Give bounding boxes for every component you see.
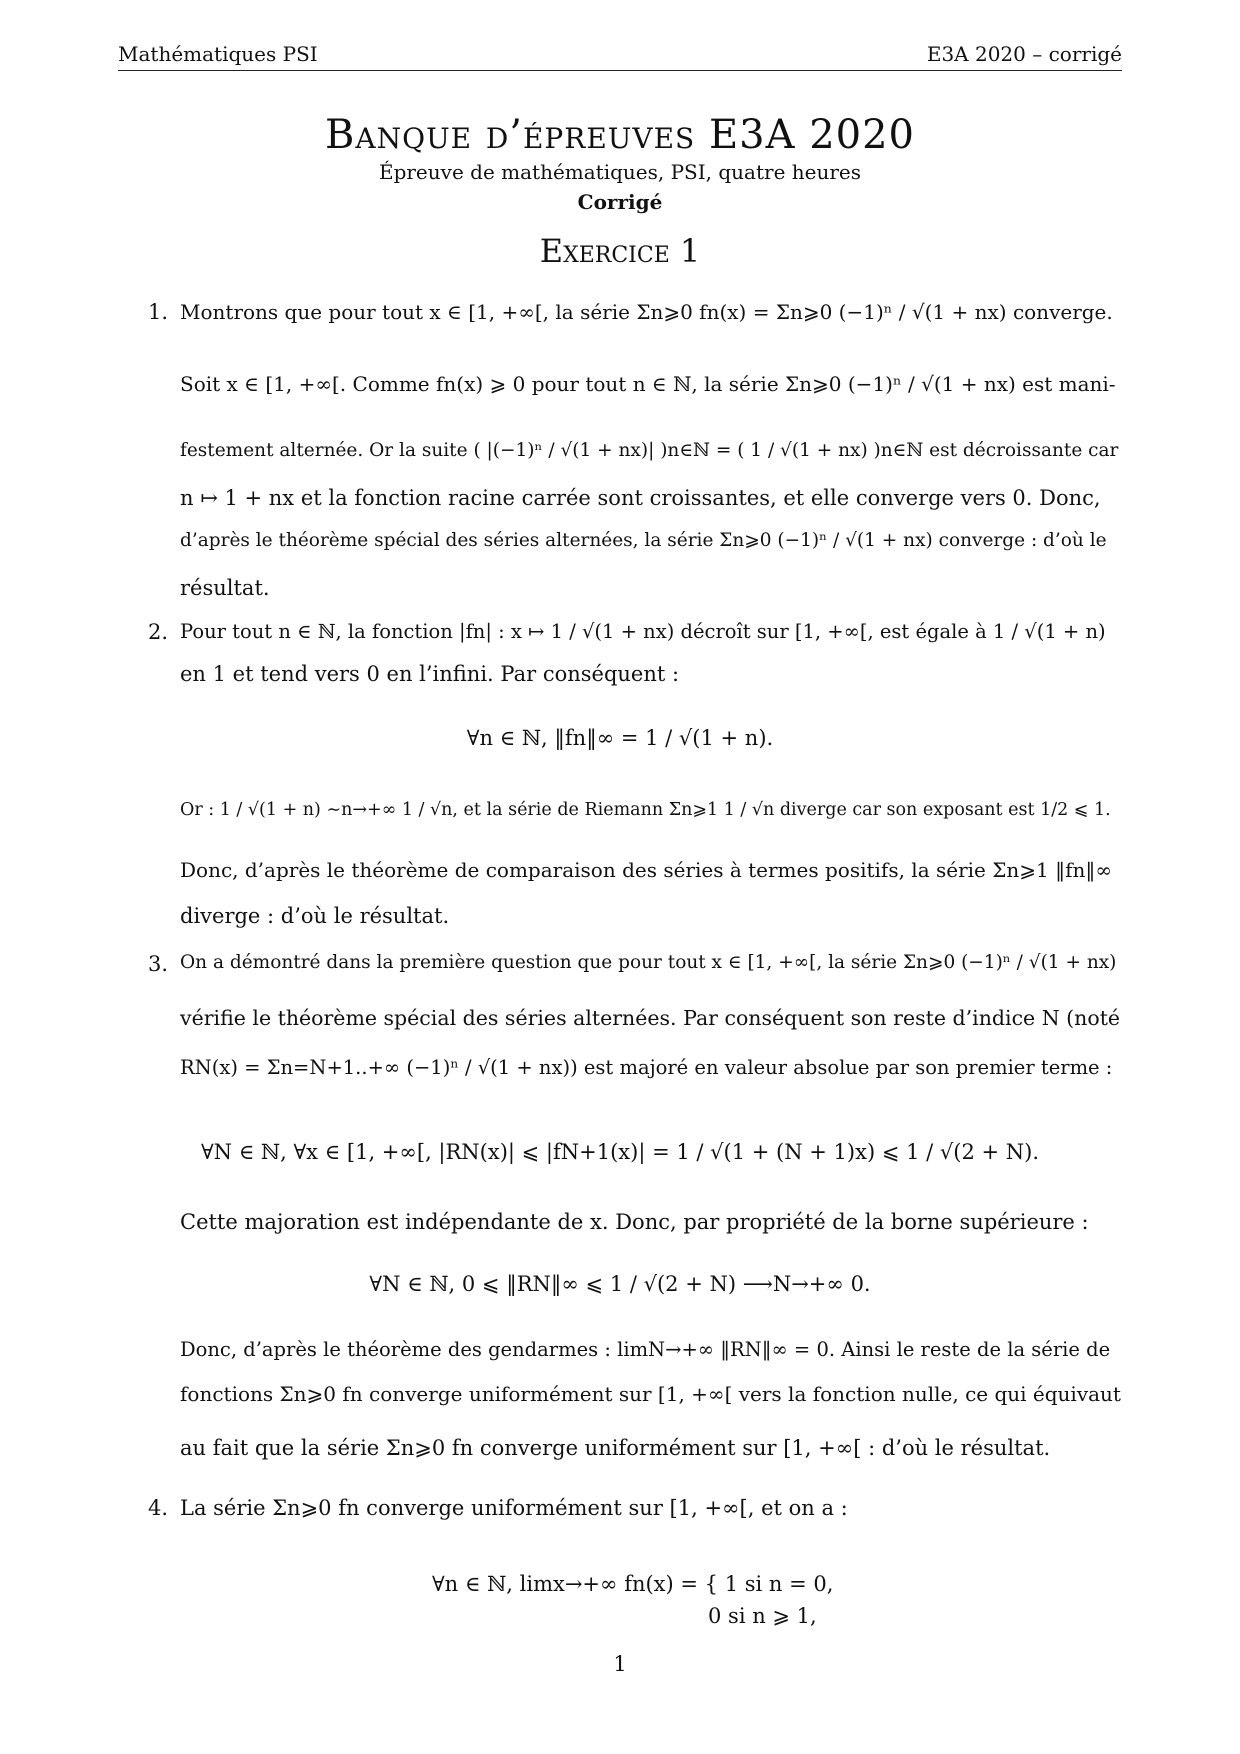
corrige-label: Corrigé [577,190,663,214]
q1-line-6: résultat. [180,576,270,600]
q3-line-6: fonctions Σn⩾0 fn converge uniformément sur [1, +∞[ vers la fonction nulle, ce qui équivaut [180,1382,1121,1406]
header-right: E3A 2020 – corrigé [926,42,1122,66]
q3-line-7: au fait que la série Σn⩾0 fn converge uniformément sur [1, +∞[ : d’où le résultat. [180,1436,1051,1460]
q3-line-5: Donc, d’après le théorème des gendarmes : limN→+∞ ‖RN‖∞ = 0. Ainsi le reste de la série de [180,1338,1111,1361]
q1-line-3: festement alternée. Or la suite ( |(−1)ⁿ / √(1 + nx)| )n∈ℕ = ( 1 / √(1 + nx) )n∈ℕ est décroissante car [180,440,1119,461]
running-header [118,42,1122,71]
q1-line-4: n ↦ 1 + nx et la fonction racine carrée sont croissantes, et elle converge vers 0. Donc, [180,486,1101,510]
document-subtitle: Épreuve de mathématiques, PSI, quatre heures [378,160,862,184]
q1-line-2: Soit x ∈ [1, +∞[. Comme fn(x) ⩾ 0 pour tout n ∈ ℕ, la série Σn⩾0 (−1)ⁿ / √(1 + nx) est mani- [180,372,1116,396]
q3-line-2: vérifie le théorème spécial des séries alternées. Par conséquent son reste d’indice N (noté [180,1006,1121,1030]
header-left: Mathématiques PSI [118,42,318,66]
q2-line-2: en 1 et tend vers 0 en l’infini. Par conséquent : [180,662,680,686]
q2-number: 2. [148,620,169,644]
q4-number: 4. [148,1496,169,1520]
q3-line-1: On a démontré dans la première question que pour tout x ∈ [1, +∞[, la série Σn⩾0 (−1)ⁿ / √(1 + nx) [180,952,1117,973]
q2-line-5: diverge : d’où le résultat. [180,904,450,928]
exercise-heading: Exercice 1 [539,232,701,270]
q2-line-1: Pour tout n ∈ ℕ, la fonction |fn| : x ↦ 1 / √(1 + nx) décroît sur [1, +∞[, est égale à 1 / √(1 + n) [180,620,1106,643]
q1-number: 1. [148,300,169,324]
q3-number: 3. [148,952,169,976]
document-title: Banque d’épreuves E3A 2020 [325,112,915,158]
q4-equation-case-2: 0 si n ⩾ 1, [708,1604,817,1628]
q1-line-5: d’après le théorème spécial des séries alternées, la série Σn⩾0 (−1)ⁿ / √(1 + nx) converge : d’où le [180,530,1107,551]
q1-line-1: Montrons que pour tout x ∈ [1, +∞[, la série Σn⩾0 fn(x) = Σn⩾0 (−1)ⁿ / √(1 + nx) converge. [180,300,1113,324]
q4-equation-case-1: ∀n ∈ ℕ, limx→+∞ fn(x) = { 1 si n = 0, [432,1572,834,1596]
q2-equation: ∀n ∈ ℕ, ‖fn‖∞ = 1 / √(1 + n). [466,726,774,750]
page-number: 1 [613,1652,627,1676]
q4-line-1: La série Σn⩾0 fn converge uniformément sur [1, +∞[, et on a : [180,1496,848,1520]
q3-equation-1: ∀N ∈ ℕ, ∀x ∈ [1, +∞[, |RN(x)| ⩽ |fN+1(x)| = 1 / √(1 + (N + 1)x) ⩽ 1 / √(2 + N). [200,1140,1039,1164]
q2-line-4: Donc, d’après le théorème de comparaison des séries à termes positifs, la série Σn⩾1 ‖fn‖∞ [180,858,1113,882]
q2-line-3: Or : 1 / √(1 + n) ∼n→+∞ 1 / √n, et la série de Riemann Σn⩾1 1 / √n diverge car son exposant est 1/2 ⩽ 1. [180,800,1111,820]
q3-line-3: RN(x) = Σn=N+1..+∞ (−1)ⁿ / √(1 + nx)) est majoré en valeur absolue par son premier terme : [180,1056,1113,1079]
q3-equation-2: ∀N ∈ ℕ, 0 ⩽ ‖RN‖∞ ⩽ 1 / √(2 + N) ⟶N→+∞ 0. [369,1272,871,1296]
q3-line-4: Cette majoration est indépendante de x. Donc, par propriété de la borne supérieure : [180,1210,1089,1234]
